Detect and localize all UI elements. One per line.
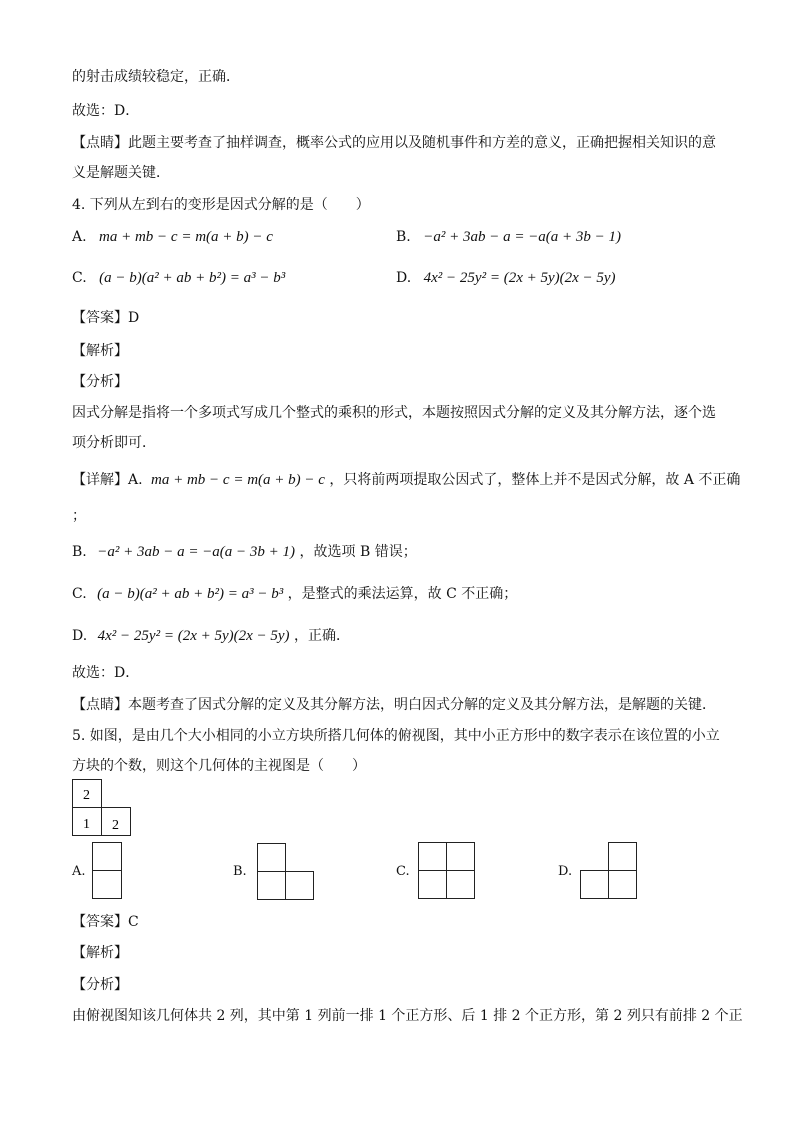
detail-formula: ma + mb − c = m(a + b) − c: [151, 472, 325, 488]
square: [419, 871, 447, 899]
q5-option-b-figure: [257, 843, 317, 901]
option-label: A.: [72, 229, 87, 245]
option-formula: −a² + 3ab − a = −a(a + 3b − 1): [423, 229, 622, 245]
option-formula: (a − b)(a² + ab + b²) = a³ − b³: [99, 270, 286, 286]
detail-prefix: B.: [72, 544, 87, 560]
square: [581, 871, 609, 899]
q5-option-a-label: A.: [72, 864, 86, 879]
detail-c: [72, 583, 517, 603]
detail-text: ，故选项 B 错误；: [299, 544, 417, 560]
top-view-figure: [72, 779, 134, 839]
q4-option-b: [396, 229, 621, 246]
solution-label: 【解析】: [72, 343, 128, 359]
option-label: B.: [396, 229, 411, 245]
text-line: ；: [72, 508, 86, 524]
square: [258, 872, 286, 900]
option-label: D.: [396, 270, 412, 286]
text-line: 义是解题关键．: [72, 165, 170, 181]
analysis-label: 【分析】: [72, 977, 128, 993]
square: [447, 843, 475, 871]
q5-option-b-label: B.: [233, 864, 247, 879]
detail-b: [72, 541, 417, 561]
text-line: 项分析即可．: [72, 435, 156, 451]
answer-label: 【答案】C: [72, 914, 139, 930]
square: [93, 871, 122, 899]
square: [609, 843, 637, 871]
detail-d: [72, 625, 350, 645]
cell-number: 1: [83, 817, 90, 832]
detail-text: ，是整式的乘法运算，故 C 不正确；: [287, 586, 518, 602]
cell-number: 2: [112, 818, 119, 833]
q5-option-c-label: C.: [396, 864, 410, 879]
q4-option-a: [72, 229, 273, 246]
square: [447, 871, 475, 899]
q5-option-d-figure: [580, 842, 640, 900]
answer-label: 【答案】D: [72, 310, 140, 326]
detail-text: ，只将前两项提取公因式了，整体上并不是因式分解，故 A 不正确: [329, 472, 741, 488]
detail-formula: −a² + 3ab − a = −a(a − 3b + 1): [97, 544, 296, 560]
text-line: 故选：D．: [72, 103, 140, 119]
q5-option-c-figure: [418, 842, 478, 900]
detail-formula: (a − b)(a² + ab + b²) = a³ − b³: [97, 586, 284, 602]
cell-number: 2: [83, 788, 90, 803]
comment-line: 【点睛】此题主要考查了抽样调查，概率公式的应用以及随机事件和方差的意义，正确把握相关知识的意: [72, 135, 716, 151]
square: [609, 871, 637, 899]
q5-option-d-label: D.: [558, 864, 573, 879]
text-line: 故选：D．: [72, 665, 140, 681]
comment-line: 【点睛】本题考查了因式分解的定义及其分解方法，明白因式分解的定义及其分解方法，是解题的关键．: [72, 697, 716, 713]
square: [258, 844, 286, 872]
detail-a: [72, 469, 740, 489]
square: [419, 843, 447, 871]
detail-prefix: C.: [72, 586, 87, 602]
square: [93, 843, 122, 871]
option-formula: 4x² − 25y² = (2x + 5y)(2x − 5y): [423, 270, 616, 286]
q4-option-c: [72, 270, 285, 287]
solution-label: 【解析】: [72, 945, 128, 961]
detail-prefix: 【详解】A.: [72, 472, 143, 488]
text-line: 因式分解是指将一个多项式写成几个整式的乘积的形式，本题按照因式分解的定义及其分解方法，逐个选: [72, 405, 716, 421]
detail-prefix: D.: [72, 628, 88, 644]
question-4: 4. 下列从左到右的变形是因式分解的是（ ）: [72, 197, 370, 213]
detail-text: ，正确．: [294, 628, 351, 644]
option-formula: ma + mb − c = m(a + b) − c: [99, 229, 273, 245]
text-line: 方块的个数，则这个几何体的主视图是（ ）: [72, 758, 366, 774]
detail-formula: 4x² − 25y² = (2x + 5y)(2x − 5y): [97, 628, 290, 644]
q4-option-d: [396, 270, 616, 287]
square: [286, 872, 314, 900]
text-line: 的射击成绩较稳定，正确．: [72, 69, 240, 85]
option-label: C.: [72, 270, 87, 286]
text-line: 由俯视图知该几何体共 2 列，其中第 1 列前一排 1 个正方形、后 1 排 2 个正方形，第 2 列只有前排 2 个正: [72, 1008, 743, 1024]
question-5: 5. 如图，是由几个大小相同的小立方块所搭几何体的俯视图，其中小正方形中的数字表示在该位置的小立: [72, 728, 720, 744]
analysis-label: 【分析】: [72, 374, 128, 390]
q5-option-a-figure: [92, 842, 124, 900]
